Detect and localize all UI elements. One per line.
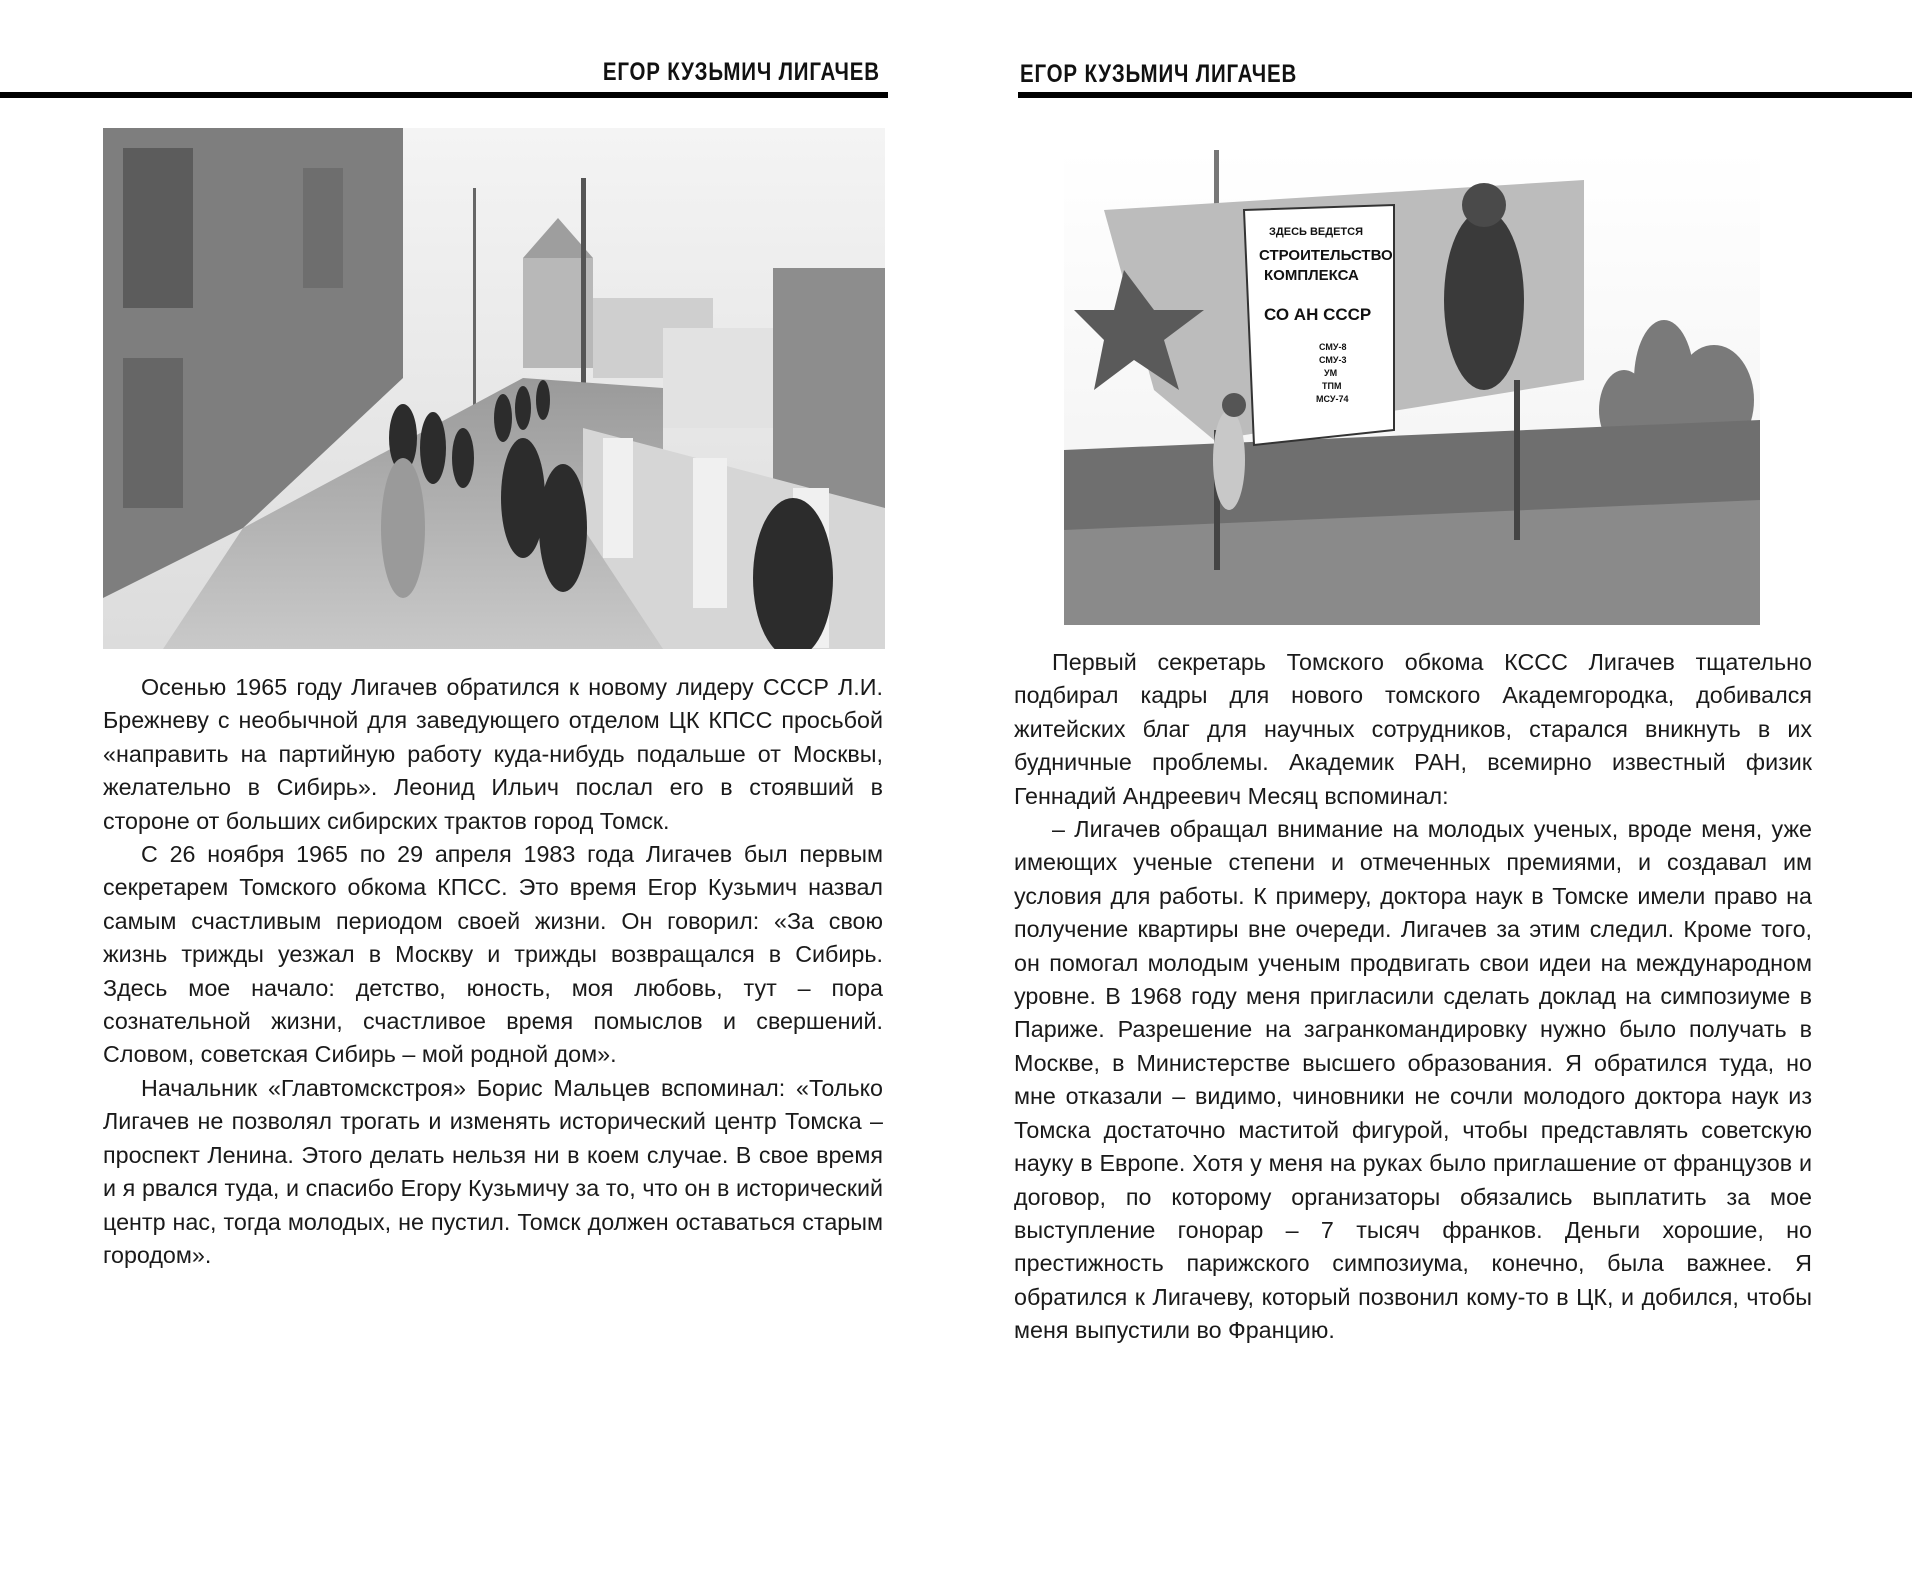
billboard-line: ЗДЕСЬ ВЕДЕТСЯ (1269, 226, 1363, 238)
street-photo (103, 128, 885, 649)
billboard-line: МСУ-74 (1316, 394, 1349, 404)
paragraph: – Лигачев обращал внимание на молодых ученых, вроде меня, уже имеющих ученые степени и отмеченных премиями, и создавал им условия для работы. К примеру, доктора наук в Томске имели право на получение квартиры вне очереди. Лигачев за этим следил. Кроме того, он помогал молодым ученым продвигать свои идеи на международном уровне. В 1968 году меня пригласили сделать доклад на симпозиуме в Париже. Разрешение на загранкомандировку нужно было получать в Москве, в Министерстве высшего образования. Я обратился туда, но мне отказали – видимо, чиновники не сочли молодого доктора наук из Томска достаточно маститой фигурой, чтобы представлять советскую науку в Европе. Хотя у меня на руках было приглашение от французов и договор, по которому организаторы обязались выплатить за мое выступление гонорар – 7 тысяч франков. Деньги хорошие, но престижность парижского симпозиума, конечно, была важнее. Я обратился к Лигачеву, который позвонил кому-то в ЦК, и добился, чтобы меня выпустили во Францию. (1014, 816, 1812, 1344)
billboard-line: СМУ-3 (1319, 355, 1347, 365)
header-rule (0, 92, 888, 98)
left-page (0, 0, 900, 1578)
body-text (1014, 646, 1812, 1348)
paragraph: Начальник «Главтомскстроя» Борис Мальцев вспоминал: «Только Лигачев не позволял трогать и изменять исторический центр Томска – проспект Ленина. Этого делать нельзя ни в коем случае. В свое время и я рвался туда, и спасибо Егору Кузьмичу за то, что он в исторический центр нас, тогда молодых, не пустил. Томск должен оставаться старым городом». (103, 1074, 883, 1268)
street-photo-illustration (103, 128, 885, 649)
paragraph: Первый секретарь Томского обкома КССС Лигачев тщательно подбирал кадры для нового томского Академгородка, добивался житейских благ для научных сотрудников, старался вникнуть в их будничные проблемы. Академик РАН, всемирно известный физик Геннадий Андреевич Месяц вспоминал: (1014, 649, 1812, 809)
billboard-photo (1064, 150, 1760, 625)
right-page (990, 0, 1912, 1578)
billboard-line: КОМПЛЕКСА (1264, 267, 1359, 284)
running-header: ЕГОР КУЗЬМИЧ ЛИГАЧЕВ (602, 58, 880, 86)
running-header: ЕГОР КУЗЬМИЧ ЛИГАЧЕВ (1020, 60, 1298, 88)
billboard-photo-illustration (1064, 150, 1760, 625)
billboard-line: ТПМ (1322, 381, 1342, 391)
body-text (103, 671, 883, 1272)
billboard-line: СТРОИТЕЛЬСТВО (1259, 247, 1393, 264)
paragraph: С 26 ноября 1965 по 29 апреля 1983 года Лигачев был первым секретарем Томского обкома КПСС. Это время Егор Кузьмич назвал самым счастливым периодом своей жизни. Он говорил: «За свою жизнь трижды уезжал в Москву и трижды возвращался в Сибирь. Здесь мое начало: детство, юность, моя любовь, тут – пора сознательной жизни, счастливое время помыслов и свершений. Словом, советская Сибирь – мой родной дом». (103, 841, 883, 1068)
paragraph: Осенью 1965 году Лигачев обратился к новому лидеру СССР Л.И. Брежневу с необычной для заведующего отделом ЦК КПСС просьбой «направить на партийную работу куда-нибудь подальше от Москвы, желательно в Сибирь». Леонид Ильич послал его в стоявший в стороне от больших сибирских трактов город Томск. (103, 674, 883, 834)
billboard-line: УМ (1324, 368, 1338, 378)
billboard-line: СМУ-8 (1319, 342, 1347, 352)
billboard-line: СО АН СССР (1264, 305, 1372, 324)
header-rule (1018, 92, 1912, 98)
